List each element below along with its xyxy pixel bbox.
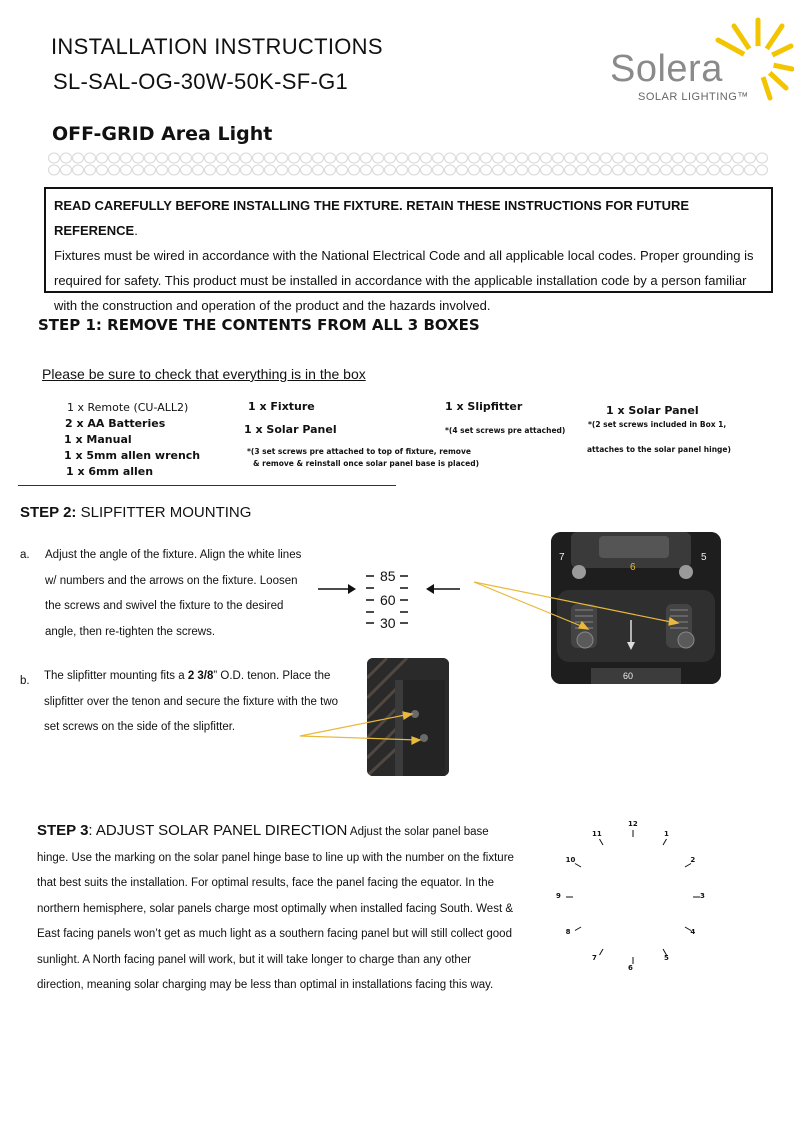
decorative-dot	[709, 165, 720, 175]
dial-label: 8	[565, 928, 571, 936]
right-arrow-icon	[318, 583, 356, 595]
decorative-dot	[313, 153, 324, 163]
decorative-dot	[589, 165, 600, 175]
decorative-dot	[349, 153, 360, 163]
dial-tick	[600, 839, 604, 845]
decorative-dot	[613, 165, 624, 175]
decorative-dot	[277, 153, 288, 163]
angle-scale-diagram	[318, 566, 460, 632]
decorative-dot	[73, 165, 84, 175]
decorative-dot	[97, 165, 108, 175]
scale-label-30: 30	[380, 615, 396, 631]
decorative-dot	[229, 153, 240, 163]
logo-wordmark: Solera	[610, 48, 723, 90]
decorative-dot	[565, 165, 576, 175]
text-line: set screws on the side of the slipfitter.	[44, 721, 236, 733]
decorative-dot	[637, 153, 648, 163]
decorative-dot	[493, 153, 504, 163]
decorative-dot	[673, 165, 684, 175]
decorative-dot	[661, 165, 672, 175]
decorative-dot	[469, 165, 480, 175]
decorative-dot	[589, 153, 600, 163]
box2-item-fixture: 1 x Fixture	[248, 400, 315, 413]
decorative-dot	[529, 165, 540, 175]
decorative-dot	[133, 165, 144, 175]
dial-label: 11	[592, 829, 602, 838]
decorative-dot	[733, 165, 744, 175]
decorative-dot	[97, 153, 108, 163]
decorative-dot	[517, 165, 528, 175]
decorative-dot	[253, 153, 264, 163]
text-fragment: The slipfitter mounting fits a	[44, 670, 188, 682]
decorative-dot	[289, 153, 300, 163]
list-item: 1 x Manual	[64, 433, 132, 446]
decorative-dot	[613, 153, 624, 163]
decorative-dot	[721, 165, 732, 175]
decorative-dot	[193, 153, 204, 163]
list-item: 1 x 5mm allen wrench	[64, 449, 201, 462]
step3-body: Use the marking on the solar panel hinge base to line up with the number on the fixture that best suits the installation. For optimal results, face the panel facing the equator. In the northern hemisphere, solar panels charge most optimally when installed facing South. West & East facing panels won’t get as much light as a southern facing panel but will still collect good sunlight. A North facing panel will work, but it will take longer to charge than any other direction, meaning solar charging may be less than optimal in installations facing this way.	[37, 851, 514, 991]
step2a-text	[45, 543, 315, 645]
decorative-dot	[349, 165, 360, 175]
box3-item-slipfitter: 1 x Slipfitter	[445, 400, 523, 413]
safety-warning-box	[44, 187, 773, 313]
step3-section	[37, 818, 517, 999]
decorative-dot	[49, 153, 60, 163]
decorative-dot	[457, 165, 468, 175]
text-line	[44, 664, 344, 690]
decorative-dot	[409, 153, 420, 163]
decorative-dot	[217, 165, 228, 175]
decorative-dot	[505, 165, 516, 175]
decorative-dot	[637, 165, 648, 175]
decorative-dot	[433, 153, 444, 163]
decorative-dot	[337, 165, 348, 175]
dial-label: 12	[628, 820, 638, 828]
decorative-dot	[409, 165, 420, 175]
decorative-dot	[433, 165, 444, 175]
decorative-dot	[181, 153, 192, 163]
photo-number-5: 5	[701, 552, 707, 563]
divider	[18, 485, 396, 486]
decorative-dot	[445, 165, 456, 175]
dial-label: 9	[556, 892, 561, 900]
decorative-dot	[253, 165, 264, 175]
decorative-dot	[385, 153, 396, 163]
dial-tick	[575, 927, 581, 931]
decorative-dot	[61, 165, 72, 175]
dial-label: 3	[700, 892, 705, 900]
decorative-dot	[757, 153, 768, 163]
decorative-dot	[445, 153, 456, 163]
decorative-dot	[697, 153, 708, 163]
dial-tick	[663, 839, 667, 845]
note-line: & remove & reinstall once solar panel base is placed)	[253, 459, 479, 468]
photo-number-7: 7	[559, 552, 565, 563]
dial-label: 7	[592, 954, 597, 963]
decorative-dot	[481, 165, 492, 175]
step2-label: STEP 2:	[20, 504, 77, 521]
page-title: INSTALLATION INSTRUCTIONS	[51, 34, 383, 59]
scale-label-85: 85	[380, 568, 396, 584]
step3-title: : ADJUST SOLAR PANEL DIRECTION	[88, 822, 348, 839]
decorative-dot	[301, 165, 312, 175]
decorative-dot	[241, 153, 252, 163]
decorative-dot	[709, 153, 720, 163]
decorative-dot	[265, 153, 276, 163]
dial-label: 10	[565, 856, 576, 864]
decorative-dot	[673, 153, 684, 163]
decorative-dot	[229, 165, 240, 175]
step2-heading	[20, 504, 251, 521]
decorative-dot	[133, 153, 144, 163]
decorative-dot	[649, 165, 660, 175]
dial-label: 5	[664, 954, 669, 963]
decorative-dot	[745, 165, 756, 175]
decorative-dot	[193, 165, 204, 175]
decorative-dot	[85, 153, 96, 163]
decorative-dot	[733, 153, 744, 163]
text-line: w/ numbers and the arrows on the fixture. Loosen	[45, 574, 298, 587]
decorative-dot	[277, 165, 288, 175]
dial-ticks	[552, 816, 714, 978]
decorative-dot	[361, 153, 372, 163]
dial-tick	[685, 864, 691, 868]
decorative-dot	[217, 153, 228, 163]
box3-note: *(4 set screws pre attached)	[445, 426, 566, 435]
step2-title: SLIPFITTER MOUNTING	[80, 504, 252, 521]
decorative-dot	[757, 165, 768, 175]
decorative-dot	[565, 153, 576, 163]
decorative-dot	[265, 165, 276, 175]
decorative-dot	[493, 165, 504, 175]
solera-logo	[608, 14, 794, 106]
decorative-dot	[373, 165, 384, 175]
step3-inline: Adjust the solar panel base hinge.	[37, 826, 489, 864]
warning-heading: READ CAREFULLY BEFORE INSTALLING THE FIXTURE. RETAIN THESE INSTRUCTIONS FOR FUTURE REFERENCE	[54, 198, 690, 238]
decorative-dot	[325, 153, 336, 163]
decorative-dot	[145, 153, 156, 163]
step2a-marker: a.	[20, 549, 30, 561]
decorative-dot	[517, 153, 528, 163]
decorative-dot	[577, 165, 588, 175]
decorative-dot	[697, 165, 708, 175]
decorative-dot	[121, 153, 132, 163]
model-number: SL-SAL-OG-30W-50K-SF-G1	[53, 69, 349, 94]
decorative-dot	[529, 153, 540, 163]
decorative-dot	[385, 165, 396, 175]
text-line: Adjust the angle of the fixture. Align the white lines	[45, 549, 302, 561]
decorative-dot	[505, 153, 516, 163]
box2-note	[247, 446, 479, 470]
decorative-dot	[373, 153, 384, 163]
left-arrow-icon	[426, 583, 460, 595]
text-line: slipfitter over the tenon and secure the fixture with the two	[44, 695, 339, 708]
pointer-arrows-2a	[470, 578, 700, 658]
step3-number: STEP 3	[37, 822, 89, 839]
decorative-dot	[109, 165, 120, 175]
step1-heading: STEP 1: REMOVE THE CONTENTS FROM ALL 3 BOXES	[38, 316, 480, 334]
decorative-dot	[721, 153, 732, 163]
decorative-dot	[745, 153, 756, 163]
decorative-dot	[109, 153, 120, 163]
decorative-dot	[685, 165, 696, 175]
warning-heading-period: .	[134, 223, 138, 238]
decorative-dot	[553, 153, 564, 163]
list-item: 1 x 6mm allen	[66, 465, 154, 478]
decorative-dot	[337, 153, 348, 163]
box4-item-solar-panel: 1 x Solar Panel	[606, 404, 699, 417]
decorative-dot	[601, 165, 612, 175]
decorative-dot	[169, 165, 180, 175]
dial-label: 1	[664, 829, 669, 838]
direction-dial	[552, 816, 714, 978]
note-line: *(3 set screws pre attached to top of fixture, remove	[247, 447, 471, 456]
decorative-dot	[685, 153, 696, 163]
decorative-dot	[397, 165, 408, 175]
list-item: 1 x Remote (CU-ALL2)	[67, 401, 189, 414]
dial-label: 2	[690, 856, 696, 864]
list-item: 2 x AA Batteries	[65, 417, 166, 430]
decorative-dot	[397, 153, 408, 163]
step2b-marker: b.	[20, 675, 30, 687]
decorative-dot	[169, 153, 180, 163]
decorative-dot	[421, 165, 432, 175]
decorative-dot	[457, 153, 468, 163]
decorative-dot	[649, 153, 660, 163]
decorative-dot	[325, 165, 336, 175]
decorative-dot	[661, 153, 672, 163]
decorative-dot	[121, 165, 132, 175]
decorative-dot	[145, 165, 156, 175]
text-line: angle, then re-tighten the screws.	[45, 625, 216, 638]
tenon-size: 2 3/8	[187, 670, 214, 682]
pointer-arrows-2b	[298, 710, 428, 760]
product-subtitle: OFF-GRID Area Light	[52, 123, 273, 145]
decorative-dot	[241, 165, 252, 175]
photo-number-60: 60	[623, 671, 634, 681]
decorative-dot	[61, 153, 72, 163]
step3-label	[37, 822, 347, 839]
text-fragment: ” O.D. tenon. Place the	[213, 670, 331, 682]
dial-label: 6	[628, 964, 633, 972]
decorative-dot	[181, 165, 192, 175]
text-line: the screws and swivel the fixture to the desired	[45, 600, 284, 612]
decorative-dot	[481, 153, 492, 163]
decorative-dot	[601, 153, 612, 163]
decorative-dot	[313, 165, 324, 175]
box1-contents	[64, 400, 200, 480]
decorative-dot	[469, 153, 480, 163]
decorative-dot	[577, 153, 588, 163]
decorative-dot	[301, 153, 312, 163]
box4-note-2: attaches to the solar panel hinge)	[587, 445, 731, 454]
decorative-dot	[73, 153, 84, 163]
decorative-dot-band	[48, 152, 768, 176]
decorative-dot	[205, 153, 216, 163]
box4-note-1: *(2 set screws included in Box 1,	[588, 420, 727, 429]
decorative-dot	[289, 165, 300, 175]
decorative-dot	[625, 165, 636, 175]
decorative-dot	[85, 165, 96, 175]
decorative-dot	[157, 165, 168, 175]
decorative-dot	[625, 153, 636, 163]
photo-number-6: 6	[630, 562, 636, 573]
dial-tick	[600, 949, 604, 955]
decorative-dot	[421, 153, 432, 163]
decorative-dot	[205, 165, 216, 175]
dial-label: 4	[690, 928, 696, 936]
decorative-dot	[157, 153, 168, 163]
check-contents-title: Please be sure to check that everything is in the box	[42, 366, 366, 382]
decorative-dot	[553, 165, 564, 175]
scale-label-60: 60	[380, 592, 396, 608]
decorative-dot	[361, 165, 372, 175]
decorative-dot	[541, 165, 552, 175]
logo-tagline: SOLAR LIGHTING™	[638, 91, 749, 103]
warning-body: Fixtures must be wired in accordance with the National Electrical Code and all applicable local codes. Proper grounding is required for safety. This product must be installed in accordance with the applicable installation code by a person familiar with the construction and operation of the product and the hazards involved.	[54, 248, 754, 313]
decorative-dot	[49, 165, 60, 175]
box2-item-solar-panel: 1 x Solar Panel	[244, 423, 337, 436]
decorative-dot	[541, 153, 552, 163]
dial-tick	[575, 864, 581, 868]
